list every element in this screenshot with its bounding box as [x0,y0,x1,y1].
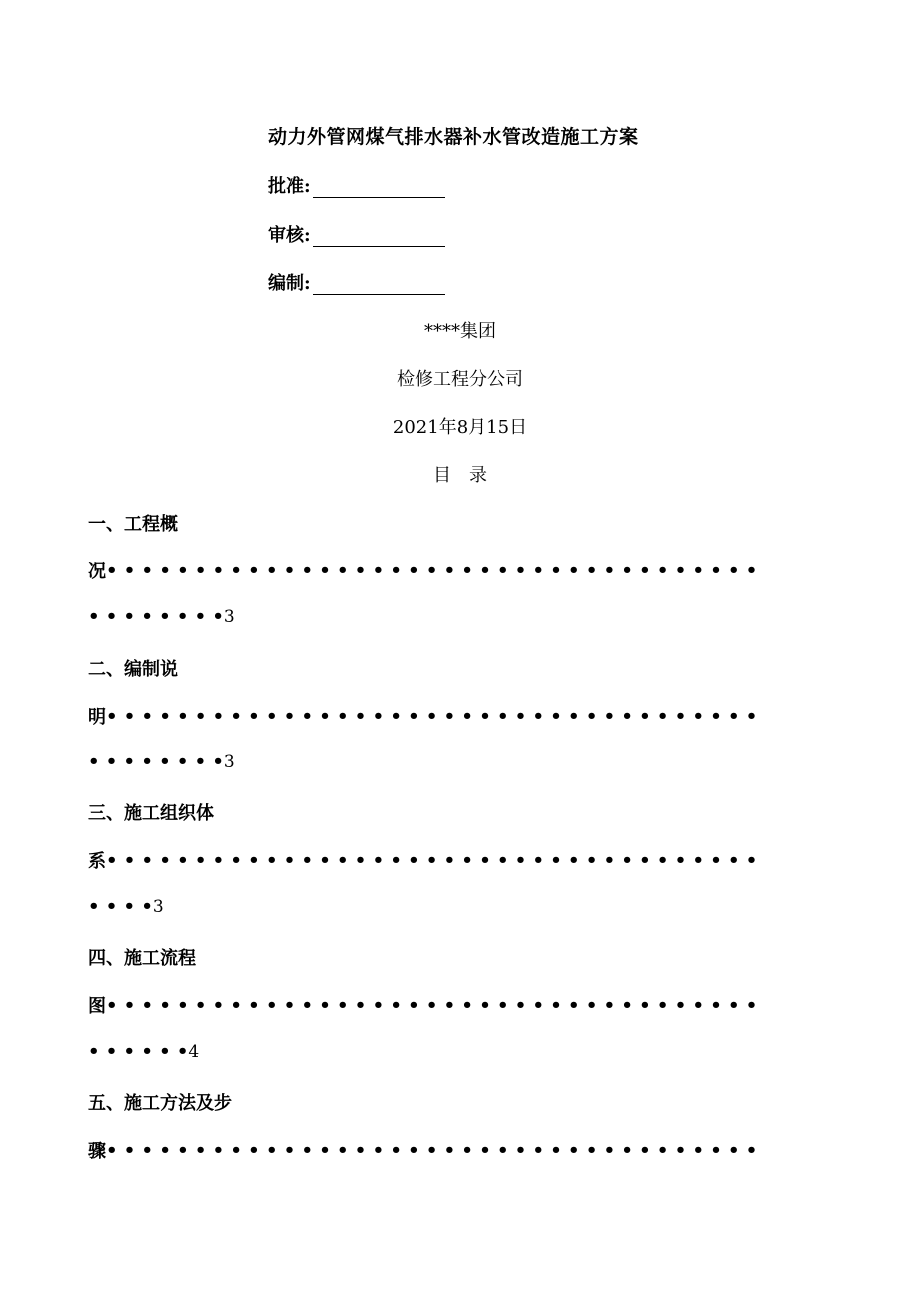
toc-page-number: 4 [188,1041,200,1062]
toc-item-heading: 五、施工方法及步 [88,1093,232,1114]
toc-item-page-row [88,1041,833,1062]
review-blank [313,226,445,247]
toc-leader-dots: • • • • • • • • • • • • • • • • • • • • • • • • • • • • • • • • • • • • • [106,994,758,1016]
review-label: 审核: [268,225,311,246]
toc-leader-dots: • • • • [88,896,153,917]
toc-item-continuation: 图 [88,996,106,1017]
toc-item-dots-row [88,847,833,873]
toc-page-number: 3 [223,751,235,772]
toc-leader-dots: • • • • • • • • • • • • • • • • • • • • • • • • • • • • • • • • • • • • • [106,1139,758,1161]
toc-leader-dots: • • • • • • • • • • • • • • • • • • • • • • • • • • • • • • • • • • • • • [106,849,758,871]
department-name: 检修工程分公司 [397,369,523,390]
toc-item-continuation: 系 [88,851,106,872]
toc-page-number: 3 [152,896,164,917]
compile-label: 编制: [268,273,311,294]
toc-item-continuation: 骤 [88,1141,106,1162]
approval-label: 批准: [268,176,311,197]
toc-title: 目 录 [433,465,487,486]
toc-leader-dots: • • • • • • [88,1041,189,1062]
compile-line [268,269,445,295]
toc-item-heading: 二、编制说 [88,659,178,680]
toc-item-continuation: 况 [88,561,106,582]
compile-blank [313,274,445,295]
review-line [268,221,445,247]
toc-leader-dots: • • • • • • • • [88,606,224,627]
toc-item-page-row [88,896,833,917]
toc-item-dots-row [88,703,833,729]
toc-item-heading: 四、施工流程 [88,948,196,969]
approval-blank [313,177,445,198]
document-date: 2021年8月15日 [392,417,528,438]
toc-page-number: 3 [223,606,235,627]
toc-leader-dots: • • • • • • • • [88,751,224,772]
toc-item-continuation: 明 [88,707,106,728]
approval-line [268,172,445,198]
toc-item-dots-row [88,557,833,583]
toc-item-heading: 一、工程概 [88,514,178,535]
toc-leader-dots: • • • • • • • • • • • • • • • • • • • • • • • • • • • • • • • • • • • • • [106,559,758,581]
toc-item-dots-row [88,1137,833,1163]
toc-leader-dots: • • • • • • • • • • • • • • • • • • • • • • • • • • • • • • • • • • • • • [106,705,758,727]
toc-item-page-row [88,751,833,772]
document-title: 动力外管网煤气排水器补水管改造施工方案 [268,126,639,148]
organization-name: ****集团 [424,321,496,342]
toc-item-page-row [88,606,833,627]
toc-item-dots-row [88,992,833,1018]
toc-item-heading: 三、施工组织体 [88,803,214,824]
